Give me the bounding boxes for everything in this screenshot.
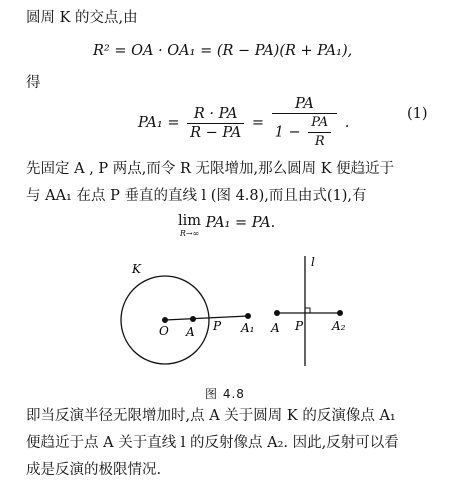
- eq2-inner-numerator: PA: [308, 114, 331, 133]
- label-l: l: [311, 255, 315, 269]
- label-p: P: [213, 319, 222, 333]
- label-o: O: [159, 324, 169, 338]
- eq2-f2-numerator: PA: [272, 95, 338, 114]
- eq2-period: .: [344, 115, 350, 131]
- label-k: K: [132, 262, 141, 276]
- eq2-f1-numerator: R · PA: [187, 105, 244, 124]
- point-a-right: [274, 310, 280, 316]
- para2-line-1: 先固定 A , P 两点,而令 R 无限增加,那么圆周 K 便趋近于: [26, 161, 395, 177]
- eq2-f2-denominator: [272, 114, 338, 151]
- eq2-fraction-1: [187, 105, 244, 142]
- eq2-fraction-2: [272, 95, 338, 151]
- figure-caption: 图 4.8: [205, 387, 245, 401]
- point-o: [162, 317, 168, 323]
- eq2-lhs: PA₁ =: [138, 115, 180, 131]
- eq2-inner-denominator: R: [314, 134, 325, 149]
- point-a2: [337, 310, 343, 316]
- para3-line-1: 即当反演半径无限增加时,点 A 关于圆周 K 的反演像点 A₁: [26, 408, 396, 424]
- eq2-f1-denominator: R − PA: [190, 124, 242, 141]
- text-de: 得: [26, 75, 41, 91]
- eq2-inner-fraction: [308, 114, 331, 151]
- para2-line-2: 与 AA₁ 在点 P 垂直的直线 l (图 4.8),而且由式(1),有: [26, 188, 367, 204]
- right-angle-mark: [305, 308, 310, 313]
- para3-line-2: 便趋近于点 A 关于直线 l 的反射像点 A₂. 因此,反射可以看: [26, 435, 399, 451]
- point-a: [190, 316, 196, 322]
- label-a2: A₂: [332, 319, 346, 333]
- point-a1: [245, 313, 251, 319]
- eq2-equals: =: [251, 115, 265, 131]
- limit-body: PA₁ = PA.: [205, 215, 276, 231]
- label-a1: A₁: [241, 321, 255, 335]
- equation-number: (1): [407, 106, 428, 122]
- segment-o-a1: [165, 316, 248, 320]
- equation-r-squared: R² = OA · OA₁ = (R − PA)(R + PA₁),: [93, 43, 353, 59]
- equation-1: [138, 95, 349, 151]
- para3-line-3: 成是反演的极限情况.: [26, 462, 162, 478]
- text-line-1: 圆周 K 的交点,由: [26, 10, 138, 26]
- limit-equation: [178, 213, 275, 238]
- figure-4-8: [0, 248, 450, 373]
- limit-lim: lim: [178, 213, 202, 229]
- label-a-right: A: [271, 321, 280, 335]
- label-a: A: [186, 325, 195, 339]
- eq2-f2-den-prefix: 1 −: [274, 124, 301, 141]
- label-p-right: P: [295, 319, 304, 333]
- limit-subscript: R→∞: [179, 229, 200, 238]
